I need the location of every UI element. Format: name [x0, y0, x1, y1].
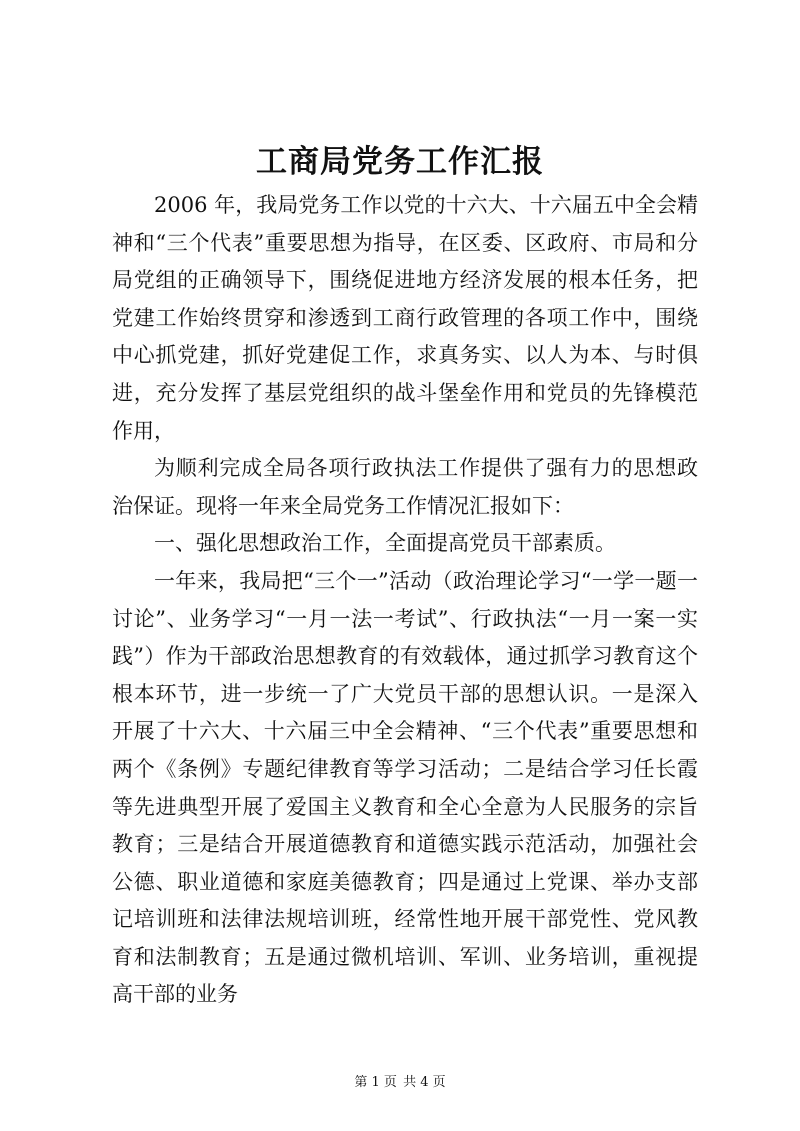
- paragraph-section-one: 一年来，我局把“三个一”活动（政治理论学习“一学一题一讨论”、业务学习“一月一法一考试”、行政执法“一月一案一实践”）作为干部政治思想教育的有效载体，通过抓学习教育这个根本环节，进一步统一了广大党员干部的思想认识。一是深入开展了十六大、十六届三中全会精神、“三个代表”重要思想和两个《条例》专题纪律教育等学习活动；二是结合学习任长霞等先进典型开展了爱国主义教育和全心全意为人民服务的宗旨教育；三是结合开展道德教育和道德实践示范活动，加强社会公德、职业道德和家庭美德教育；四是通过上党课、举办支部记培训班和法律法规培训班，经常性地开展干部党性、党风教育和法制教育；五是通过微机培训、军训、业务培训，重视提高干部的业务: [112, 568, 698, 1007]
- page-number: 第 1 页: [354, 1075, 397, 1090]
- page-footer: [0, 1073, 800, 1093]
- section-heading: 一、强化思想政治工作，全面提高党员干部素质。: [154, 531, 616, 556]
- page-total: 共 4 页: [403, 1075, 446, 1090]
- paragraph-intro: 2006 年，我局党务工作以党的十六大、十六届五中全会精神和“三个代表”重要思想为指导，在区委、区政府、市局和分局党组的正确领导下，围绕促进地方经济发展的根本任务，把党建工作始终贯穿和渗透到工商行政管理的各项工作中，围绕中心抓党建，抓好党建促工作，求真务实、以人为本、与时俱进，充分发挥了基层党组织的战斗堡垒作用和党员的先锋模范作用，: [112, 193, 698, 443]
- paragraph-summary: 为顺利完成全局各项行政执法工作提供了强有力的思想政治保证。现将一年来全局党务工作情况汇报如下：: [112, 456, 698, 518]
- document-title: 工商局党务工作汇报: [256, 144, 544, 180]
- document-body: [112, 187, 698, 1014]
